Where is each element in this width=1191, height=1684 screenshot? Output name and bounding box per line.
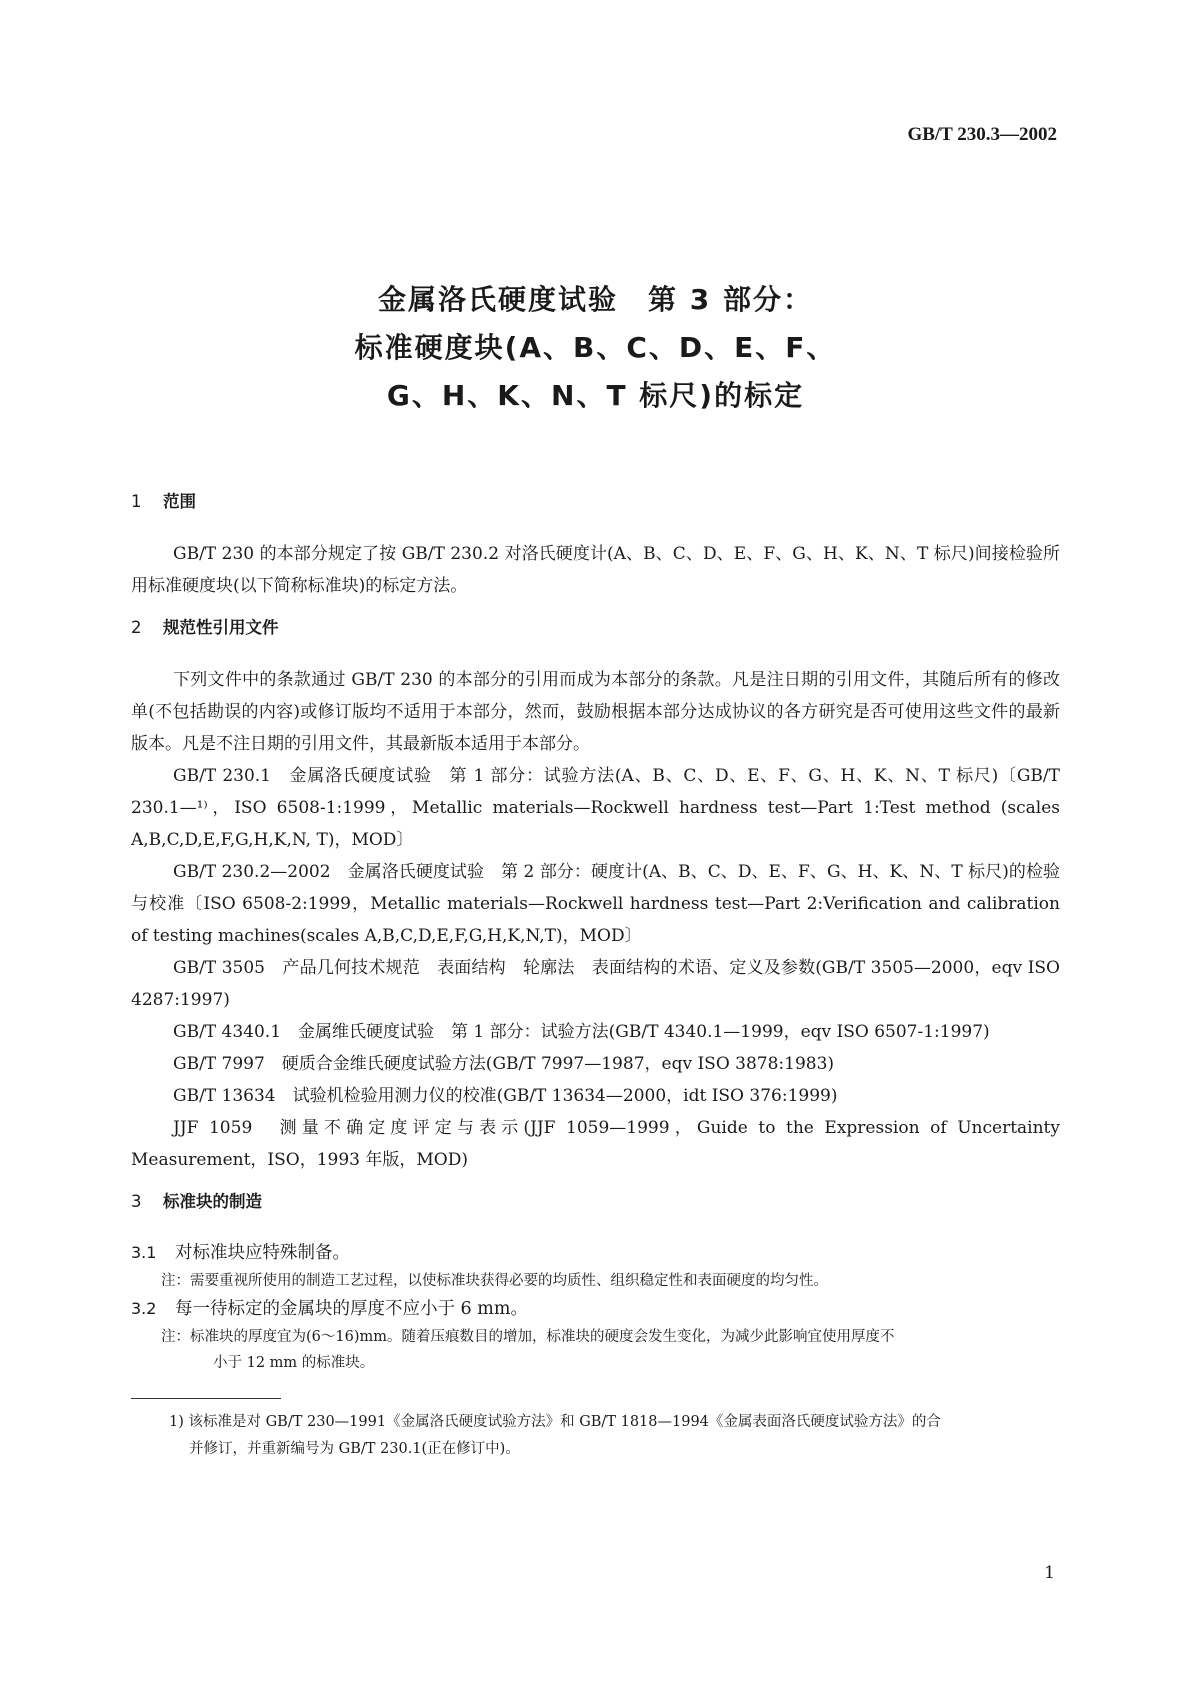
reference-item: GB/T 7997 硬质合金维氏硬度试验方法(GB/T 7997—1987，eqv ISO 3878:1983) [173,1054,835,1074]
note-3-1: 注：需要重视所使用的制造工艺过程，以使标准块获得必要的均质性、组织稳定性和表面硬度的均匀性。 [161,1273,828,1289]
page-number: 1 [1044,1563,1055,1583]
section-title: 标准块的制造 [163,1192,262,1211]
clause-text: 对标准块应特殊制备。 [175,1243,350,1263]
section-number: 3 [131,1192,142,1211]
section-heading-scope [131,490,1060,514]
clause-number: 3.1 [131,1243,157,1262]
standard-code: GB/T 230.3—2002 [907,124,1057,145]
footnote-line: 1) 该标准是对 GB/T 230—1991《金属洛氏硬度试验方法》和 GB/T 1818—1994《金属表面洛氏硬度试验方法》的合 [169,1414,941,1430]
section-title: 规范性引用文件 [163,618,279,637]
clause-3-1 [131,1238,1060,1268]
section-title: 范围 [163,492,196,511]
title-line-2: 标准硬度块(A、B、C、D、E、F、 [354,331,837,364]
document-body [131,490,1060,1463]
section-heading-manufacture [131,1190,1060,1214]
document-title [0,276,1191,420]
section-number: 1 [131,492,142,511]
clause-3-2 [131,1294,1060,1324]
reference-item: GB/T 13634 试验机检验用测力仪的校准(GB/T 13634—2000，idt ISO 376:1999) [173,1086,838,1106]
title-line-3: G、H、K、N、T 标尺)的标定 [386,379,805,412]
reference-item: JJF 1059 测量不确定度评定与表示(JJF 1059—1999，Guide to the Expression of Uncertainty Measurement，ISO，1993 年版，MOD) [131,1118,1060,1170]
footnote-line-continued: 并修订，并重新编号为 GB/T 230.1(正在修订中)。 [189,1441,520,1457]
reference-item: GB/T 4340.1 金属维氏硬度试验 第 1 部分：试验方法(GB/T 4340.1—1999，eqv ISO 6507-1:1997) [173,1022,990,1042]
title-line-1: 金属洛氏硬度试验 第 3 部分： [378,283,813,316]
clause-number: 3.2 [131,1299,157,1318]
footnote [131,1409,1060,1463]
reference-item: GB/T 3505 产品几何技术规范 表面结构 轮廓法 表面结构的术语、定义及参数(GB/T 3505—2000，eqv ISO 4287:1997) [131,958,1060,1010]
references-intro: 下列文件中的条款通过 GB/T 230 的本部分的引用而成为本部分的条款。凡是注日期的引用文件，其随后所有的修改单(不包括勘误的内容)或修订版均不适用于本部分，然而，鼓励根据本部分达成协议的各方研究是否可使用这些文件的最新版本。凡是不注日期的引用文件，其最新版本适用于本部分。 [131,670,1060,754]
note-line-continued: 小于 12 mm 的标准块。 [213,1355,375,1371]
note-3-2 [131,1324,1060,1376]
clause-text: 每一待标定的金属块的厚度不应小于 6 mm。 [175,1299,528,1319]
reference-item: GB/T 230.1 金属洛氏硬度试验 第 1 部分：试验方法(A、B、C、D、E、F、G、H、K、N、T 标尺)〔GB/T 230.1—¹⁾，ISO 6508-1:1999，Metallic materials—Rockwell hardness test—Part 1:Test method (scales A,B,C,D,E,F,G,H,K,N, T)，MOD〕 [131,766,1060,850]
section-number: 2 [131,618,142,637]
scope-paragraph: GB/T 230 的本部分规定了按 GB/T 230.2 对洛氏硬度计(A、B、C、D、E、F、G、H、K、N、T 标尺)间接检验所用标准硬度块(以下简称标准块)的标定方法。 [131,544,1060,596]
note-line: 注：标准块的厚度宜为(6～16)mm。随着压痕数目的增加，标准块的硬度会发生变化，为减少此影响宜使用厚度不 [161,1329,895,1345]
reference-item: GB/T 230.2—2002 金属洛氏硬度试验 第 2 部分：硬度计(A、B、C、D、E、F、G、H、K、N、T 标尺)的检验与校准〔ISO 6508-2:1999，Metallic materials—Rockwell hardness test—Part 2:Verification and calibration of testing machines(scales A,B,C,D,E,F,G,H,K,N,T)，MOD〕 [131,862,1060,946]
section-heading-references [131,616,1060,640]
footnote-divider [131,1398,281,1399]
